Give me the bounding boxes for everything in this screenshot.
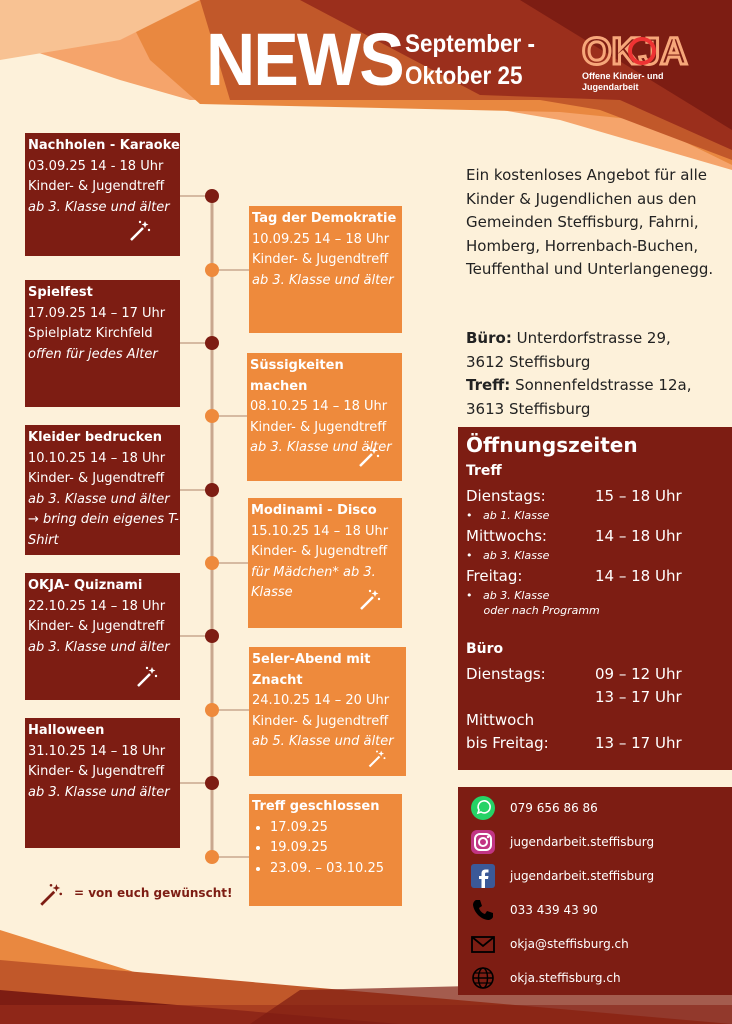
opening-hours-heading: Öffnungszeiten <box>466 433 638 457</box>
event-extra: → bring dein eigenes T-Shirt <box>28 512 179 548</box>
wish-wand-icon <box>128 219 152 243</box>
timeline-dot <box>205 336 219 350</box>
event-note: ab 3. Klasse und älter <box>28 784 170 800</box>
event-date: 22.10.25 14 – 18 Uhr <box>28 598 166 614</box>
treff-tue-note: • ab 1. Klasse <box>466 509 550 522</box>
event-note: ab 3. Klasse und älter <box>28 199 170 215</box>
opening-hours-panel <box>458 427 732 770</box>
wish-wand-icon <box>358 588 382 612</box>
contact-panel <box>458 787 732 995</box>
phone-icon <box>470 897 496 923</box>
date-line-2: Oktober 25 <box>405 62 523 90</box>
buero-address-line2: 3612 Steffisburg <box>466 352 591 371</box>
timeline-dot <box>205 263 219 277</box>
event-place: Kinder- & Jugendtreff <box>28 764 165 779</box>
treff-fri-label: Freitag: <box>466 567 523 585</box>
news-title: NEWS <box>206 18 403 101</box>
event-note: offen für jedes Alter <box>28 346 158 362</box>
treff-wed-note: • ab 3. Klasse <box>466 549 550 562</box>
date-line-1: September - <box>405 30 536 58</box>
treff-address-line2: 3613 Steffisburg <box>466 399 591 418</box>
timeline-dot <box>205 850 219 864</box>
event-title: OKJA- Quiznami <box>28 578 143 593</box>
instagram-handle[interactable]: jugendarbeit.steffisburg <box>510 835 655 849</box>
event-date: 10.10.25 14 – 18 Uhr <box>28 450 166 466</box>
event-card-demokratie <box>249 206 402 333</box>
logo-subtitle: Offene Kinder- und Jugendarbeit <box>582 71 664 92</box>
buero-tue-label: Dienstags: <box>466 665 546 683</box>
treff-wed-hours: 14 – 18 Uhr <box>595 527 682 545</box>
event-note: für Mädchen* ab 3. Klasse <box>251 564 376 600</box>
event-title: Süssigkeiten machen <box>250 358 344 394</box>
event-place: Spielplatz Kirchfeld <box>28 326 153 341</box>
legend-text: = von euch gewünscht! <box>74 886 233 900</box>
event-place: Kinder- & Jugendtreff <box>251 544 388 559</box>
closed-dates-list <box>252 818 402 880</box>
event-date: 15.10.25 14 – 18 Uhr <box>251 523 389 539</box>
event-title: Kleider bedrucken <box>28 430 163 445</box>
buero-label: Büro: <box>466 329 512 347</box>
event-card-quiznami <box>25 573 180 700</box>
timeline-dot <box>205 189 219 203</box>
event-note: ab 3. Klasse und älter <box>28 491 170 507</box>
timeline-dot <box>205 703 219 717</box>
buero-wed-label-1: Mittwoch <box>466 711 535 729</box>
buero-tue-hours-1: 09 – 12 Uhr <box>595 665 682 683</box>
buero-tue-hours-2: 13 – 17 Uhr <box>595 688 682 706</box>
closed-date: • 19.09.25 <box>270 838 402 859</box>
event-card-halloween <box>25 718 180 848</box>
buero-wed-label-2: bis Freitag: <box>466 734 549 752</box>
event-date: 03.09.25 14 - 18 Uhr <box>28 158 164 174</box>
event-date: 24.10.25 14 – 20 Uhr <box>252 693 390 708</box>
event-card-karaoke <box>25 133 180 256</box>
treff-tue-label: Dienstags: <box>466 487 546 505</box>
wish-wand-icon <box>135 665 159 689</box>
event-card-5eler-abend <box>249 647 406 776</box>
timeline-dot <box>205 776 219 790</box>
facebook-handle[interactable]: jugendarbeit.steffisburg <box>510 869 655 883</box>
event-title: Halloween <box>28 723 105 738</box>
wish-wand-icon <box>357 445 381 469</box>
buero-subheading: Büro <box>466 641 504 657</box>
whatsapp-number[interactable]: 079 656 86 86 <box>510 801 598 815</box>
event-title: Modinami - Disco <box>251 503 377 518</box>
address-block <box>466 327 716 421</box>
event-date: 10.09.25 14 – 18 Uhr <box>252 231 390 247</box>
event-place: Kinder- & Jugendtreff <box>28 179 165 194</box>
closed-date: • 17.09.25 <box>270 818 402 839</box>
event-card-spielfest <box>25 280 180 407</box>
event-card-kleider <box>25 425 180 555</box>
treff-fri-hours: 14 – 18 Uhr <box>595 567 682 585</box>
timeline-dot <box>205 483 219 497</box>
event-date: 31.10.25 14 – 18 Uhr <box>28 743 166 759</box>
legend-wand-icon <box>38 882 64 908</box>
event-date: 08.10.25 14 – 18 Uhr <box>250 399 388 414</box>
event-note: ab 3. Klasse und älter <box>28 639 170 655</box>
event-title: Tag der Demokratie <box>252 211 397 226</box>
email-icon <box>470 931 496 957</box>
closed-date: • 23.09. – 03.10.25 <box>270 859 402 880</box>
treff-subheading: Treff <box>466 463 502 479</box>
treff-label: Treff: <box>466 376 511 394</box>
event-place: Kinder- & Jugendtreff <box>252 252 389 267</box>
logo-letters: OKJA <box>582 31 688 73</box>
instagram-icon <box>470 829 496 855</box>
event-place: Kinder- & Jugendtreff <box>250 419 387 435</box>
timeline-dot <box>205 629 219 643</box>
event-note: ab 3. Klasse und älter <box>250 440 392 455</box>
closed-title: Treff geschlossen <box>252 799 380 814</box>
buero-address-line1: Unterdorfstrasse 29, <box>516 329 671 347</box>
globe-icon <box>470 965 496 991</box>
event-title: Nachholen - Karaoke <box>28 138 180 153</box>
event-note: ab 5. Klasse und älter <box>252 734 394 749</box>
treff-fri-note: • ab 3. Klasse oder nach Programm <box>466 589 600 617</box>
timeline-connectors <box>180 196 249 857</box>
timeline-dot <box>205 556 219 570</box>
event-date: 17.09.25 14 – 17 Uhr <box>28 305 166 321</box>
timeline-dot <box>205 409 219 423</box>
treff-tue-hours: 15 – 18 Uhr <box>595 487 682 505</box>
treff-wed-label: Mittwochs: <box>466 527 547 545</box>
buero-wed-hours: 13 – 17 Uhr <box>595 734 682 752</box>
event-place: Kinder- & Jugendtreff <box>252 713 389 729</box>
treff-address-line1: Sonnenfeldstrasse 12a, <box>515 376 692 394</box>
event-place: Kinder- & Jugendtreff <box>28 471 165 486</box>
event-place: Kinder- & Jugendtreff <box>28 619 165 634</box>
facebook-icon <box>470 863 496 889</box>
event-card-treff-geschlossen <box>249 794 402 906</box>
intro-text: Ein kostenloses Angebot für alle Kinder & Jugendlichen aus den Gemeinden Steffisburg, Fahrni, Homberg, Horrenbach-Buchen, Teuffenthal und Unterlangenegg. <box>466 166 714 278</box>
event-title: 5eler-Abend mit Znacht <box>252 652 371 688</box>
whatsapp-icon <box>470 795 496 821</box>
wish-wand-icon <box>367 749 387 769</box>
website-url[interactable]: okja.steffisburg.ch <box>510 971 621 985</box>
event-note: ab 3. Klasse und älter <box>252 272 394 288</box>
date-range <box>405 28 535 92</box>
phone-number[interactable]: 033 439 43 90 <box>510 903 598 917</box>
email-address[interactable]: okja@steffisburg.ch <box>510 937 629 951</box>
event-card-modinami <box>248 498 402 628</box>
event-card-suessigkeiten <box>247 353 402 481</box>
event-title: Spielfest <box>28 285 93 300</box>
